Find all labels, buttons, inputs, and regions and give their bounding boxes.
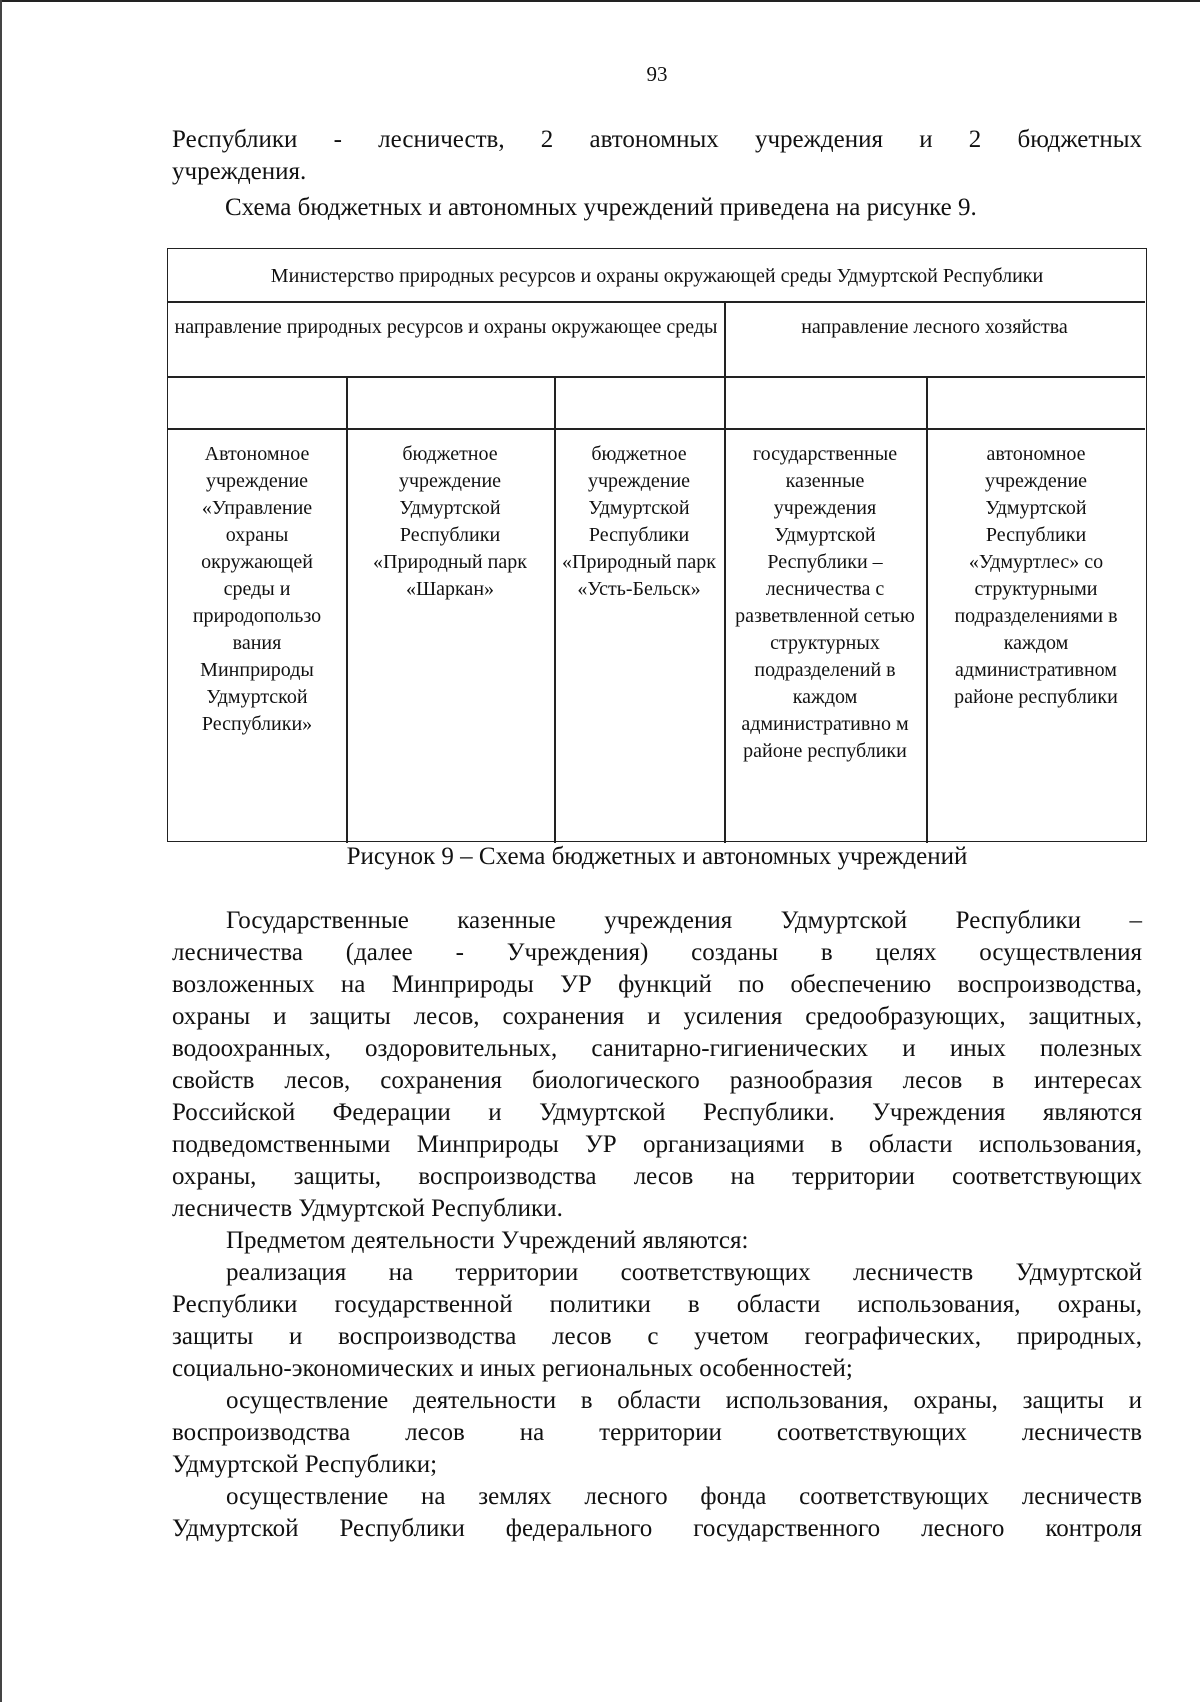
body-paragraph: [172, 905, 1142, 1545]
institution-cell: бюджетное учреждение Удмуртской Республики «Природный парк «Шаркан»: [373, 443, 527, 600]
text-line: реализация на территории соответствующих лесничеств Удмуртской: [226, 1259, 1142, 1286]
text-line: воспроизводства лесов на территории соответствующих лесничеств: [172, 1419, 1142, 1446]
text-line: Предметом деятельности Учреждений являются:: [226, 1227, 749, 1254]
text-line: водоохранных, оздоровительных, санитарно-гигиенических и иных полезных: [172, 1035, 1142, 1062]
institution-cell: Автономное учреждение «Управление охраны окружающей среды и природопользо вания Минприроды Удмуртской Республики»: [192, 443, 322, 735]
institution-cell: государственные казенные учреждения Удмуртской Республики – лесничества с разветвленной сетью структурных подразделений в каждом административно м районе республики: [735, 443, 915, 762]
divider: [168, 376, 1145, 378]
text-line: лесничеств Удмуртской Республики.: [172, 1195, 563, 1222]
text-line: лесничества (далее - Учреждения) созданы в целях осуществления: [172, 939, 1142, 966]
divider: [926, 376, 928, 843]
page-top-edge: [0, 0, 1200, 2]
text-line: Государственные казенные учреждения Удмуртской Республики –: [226, 907, 1142, 934]
divider: [724, 301, 726, 843]
divider: [168, 428, 1145, 430]
text-line: подведомственными Минприроды УР организациями в области использования,: [172, 1131, 1142, 1158]
ministry-box: Министерство природных ресурсов и охраны окружающей среды Удмуртской Республики: [270, 265, 1044, 287]
institution-scheme: [167, 248, 1147, 842]
text-line: возложенных на Минприроды УР функций по обеспечению воспроизводства,: [172, 971, 1142, 998]
direction-nature: направление природных ресурсов и охраны окружающее среды: [174, 316, 718, 338]
text-line: защиты и воспроизводства лесов с учетом географических, природных,: [172, 1323, 1142, 1350]
page-number: 93: [646, 62, 668, 86]
institution-cell: автономное учреждение Удмуртской Республики «Удмуртлес» со структурными подразделениями в каждом административном районе республики: [954, 443, 1118, 708]
text-line: осуществление деятельности в области использования, охраны, защиты и: [226, 1387, 1142, 1414]
text-line: Российской Федерации и Удмуртской Республики. Учреждения являются: [172, 1099, 1142, 1126]
text-line: Республики государственной политики в области использования, охраны,: [172, 1291, 1142, 1318]
direction-forestry: направление лесного хозяйства: [801, 316, 1068, 338]
text-line: свойств лесов, сохранения биологического разнообразия лесов в интересах: [172, 1067, 1142, 1094]
text-line: социально-экономических и иных региональных особенностей;: [172, 1355, 853, 1382]
divider: [168, 301, 1145, 303]
intro-paragraph: [172, 124, 1142, 188]
figure-caption: Рисунок 9 – Схема бюджетных и автономных учреждений: [346, 843, 968, 870]
institution-cell: бюджетное учреждение Удмуртской Республики «Природный парк «Усть-Бельск»: [562, 443, 716, 600]
text-line: Республики - лесничеств, 2 автономных учреждения и 2 бюджетных: [172, 126, 1142, 153]
text-line: Удмуртской Республики;: [172, 1451, 438, 1478]
figure-reference: Схема бюджетных и автономных учреждений приведена на рисунке 9.: [225, 194, 977, 221]
divider: [554, 376, 556, 843]
text-line: охраны, защиты, воспроизводства лесов на территории соответствующих: [172, 1163, 1142, 1190]
text-line: учреждения.: [172, 158, 307, 185]
divider: [346, 376, 348, 843]
text-line: Удмуртской Республики федерального государственного лесного контроля: [172, 1515, 1142, 1542]
text-line: охраны и защиты лесов, сохранения и усиления средообразующих, защитных,: [172, 1003, 1142, 1030]
text-line: осуществление на землях лесного фонда соответствующих лесничеств: [226, 1483, 1142, 1510]
